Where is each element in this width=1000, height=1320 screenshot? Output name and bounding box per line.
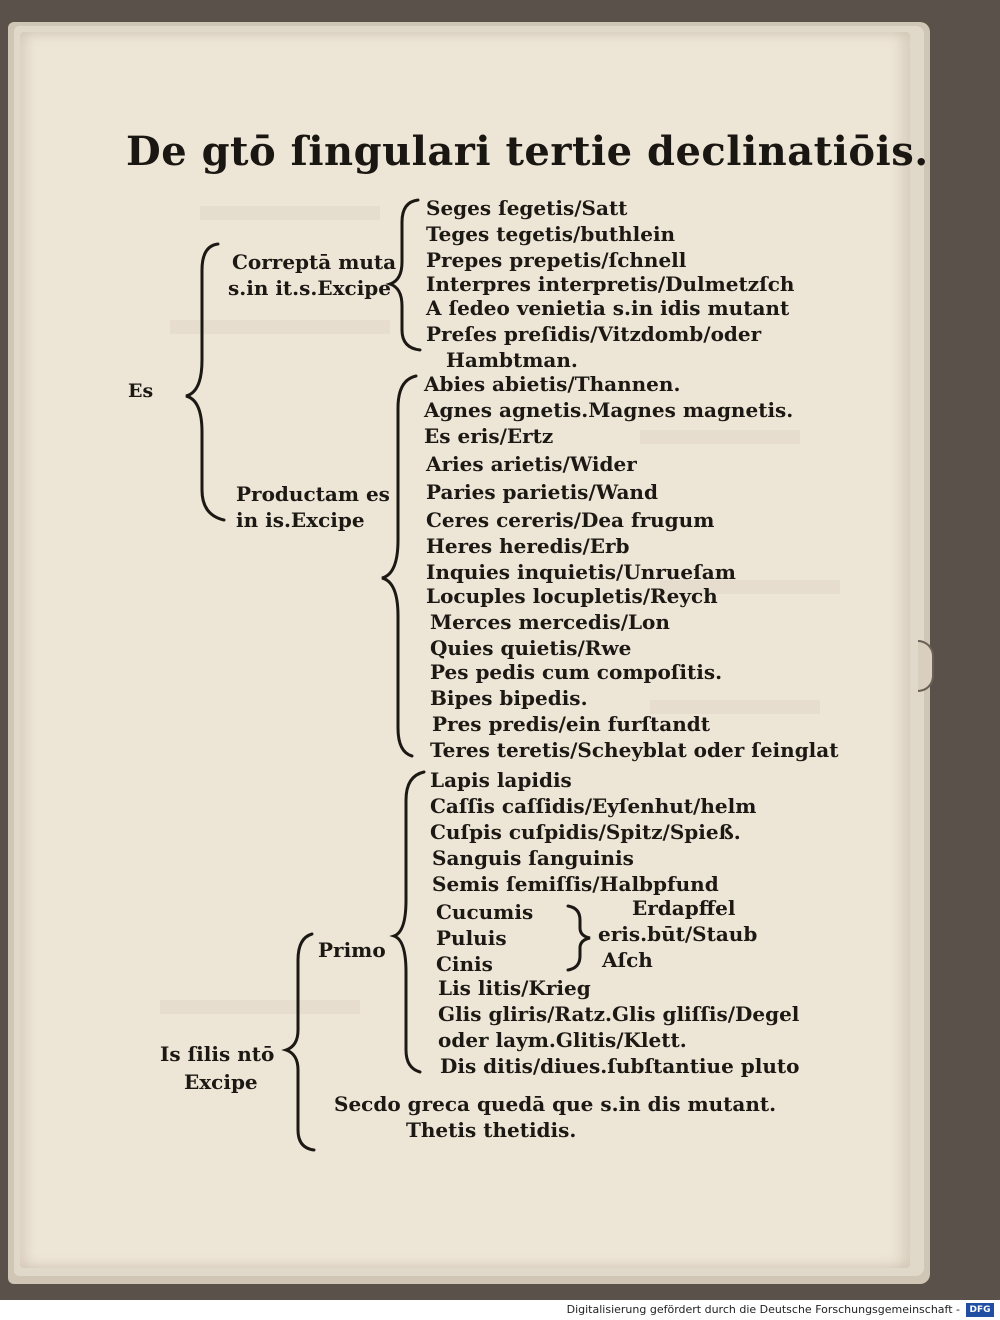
list-item: Sanguis ſanguinis xyxy=(432,846,634,870)
list-item: Inquies inquietis/Unrueſam xyxy=(426,560,736,584)
list-item: oder laym.Glitis/Klett. xyxy=(438,1028,687,1052)
label-is-1: Is ſilis ntō xyxy=(160,1042,275,1066)
list-item: Ceres cereris/Dea frugum xyxy=(426,508,715,532)
page-title: De gtō ſingulari tertie declinatiōis. xyxy=(126,128,929,175)
list-item: A ſedeo venietia s.in idis mutant xyxy=(426,296,790,320)
triple-right-item: Erdapffel xyxy=(632,896,736,920)
triple-left-item: Cucumis xyxy=(436,900,534,924)
brace-triple xyxy=(568,906,590,970)
list-item: Pes pedis cum compoſitis. xyxy=(430,660,723,684)
list-item: Interpres interpretis/Dulmetzſch xyxy=(426,272,795,296)
list-item: Caſſis caſſidis/Eyſenhut/helm xyxy=(430,794,757,818)
list-item: Pres predis/ein furſtandt xyxy=(432,712,710,736)
label-primo: Primo xyxy=(318,938,386,962)
brace-is-main xyxy=(286,934,314,1150)
list-item: Seges ſegetis/Satt xyxy=(426,196,628,220)
triple-left-item: Puluis xyxy=(436,926,507,950)
dfg-logo-icon: DFG xyxy=(966,1303,994,1317)
list-item: Paries parietis/Wand xyxy=(426,480,658,504)
list-item: Teres teretis/Scheyblat oder ſeinglat xyxy=(430,738,839,762)
list-item: Bipes bipedis. xyxy=(430,686,588,710)
secundo-line: Secdo greca quedā que s.in dis mutant. xyxy=(334,1092,777,1116)
list-item: Heres heredis/Erb xyxy=(426,534,630,558)
secundo-line: Thetis thetidis. xyxy=(406,1118,577,1142)
triple-right-item: eris.būt/Staub xyxy=(598,922,758,946)
label-producta-1: Productam es xyxy=(236,482,390,506)
brace-es xyxy=(186,244,224,520)
list-item: Quies quietis/Rwe xyxy=(430,636,632,660)
brace-is-items xyxy=(394,772,424,1072)
label-es: Es xyxy=(128,380,154,402)
brace-correpta xyxy=(390,200,420,350)
label-is-2: Excipe xyxy=(184,1070,258,1094)
list-item: Merces mercedis/Lon xyxy=(430,610,670,634)
list-item: Cuſpis cuſpidis/Spitz/Spieß. xyxy=(430,820,741,844)
list-item: Es eris/Ertz xyxy=(424,424,554,448)
list-item: Agnes agnetis.Magnes magnetis. xyxy=(424,398,794,422)
footer-credit: Digitalisierung gefördert durch die Deutsche Forschungsgemeinschaft - xyxy=(566,1303,960,1316)
list-item: Hambtman. xyxy=(446,348,578,372)
list-item: Prepes prepetis/ſchnell xyxy=(426,248,687,272)
list-item: Dis ditis/diues.ſubſtantiue pluto xyxy=(440,1054,800,1078)
list-item: Lis litis/Krieg xyxy=(438,976,591,1000)
brace-producta xyxy=(382,376,416,756)
list-item: Abies abietis/Thannen. xyxy=(424,372,681,396)
list-item: Glis gliris/Ratz.Glis gliſſis/Degel xyxy=(438,1002,800,1026)
list-item: Preſes preſidis/Vitzdomb/oder xyxy=(426,322,762,346)
list-item: Teges tegetis/buthlein xyxy=(426,222,676,246)
label-correpta-2: s.in it.s.Excipe xyxy=(228,276,391,300)
list-item: Aries arietis/Wider xyxy=(426,452,637,476)
list-item: Semis ſemiſſis/Halbpfund xyxy=(432,872,719,896)
label-correpta-1: Correptā muta xyxy=(232,250,397,274)
label-producta-2: in is.Excipe xyxy=(236,508,365,532)
triple-right-item: Aſch xyxy=(602,948,653,972)
triple-left-item: Cinis xyxy=(436,952,493,976)
list-item: Lapis lapidis xyxy=(430,768,572,792)
footer-bar xyxy=(0,1300,1000,1320)
list-item: Locuples locupletis/Reych xyxy=(426,584,718,608)
